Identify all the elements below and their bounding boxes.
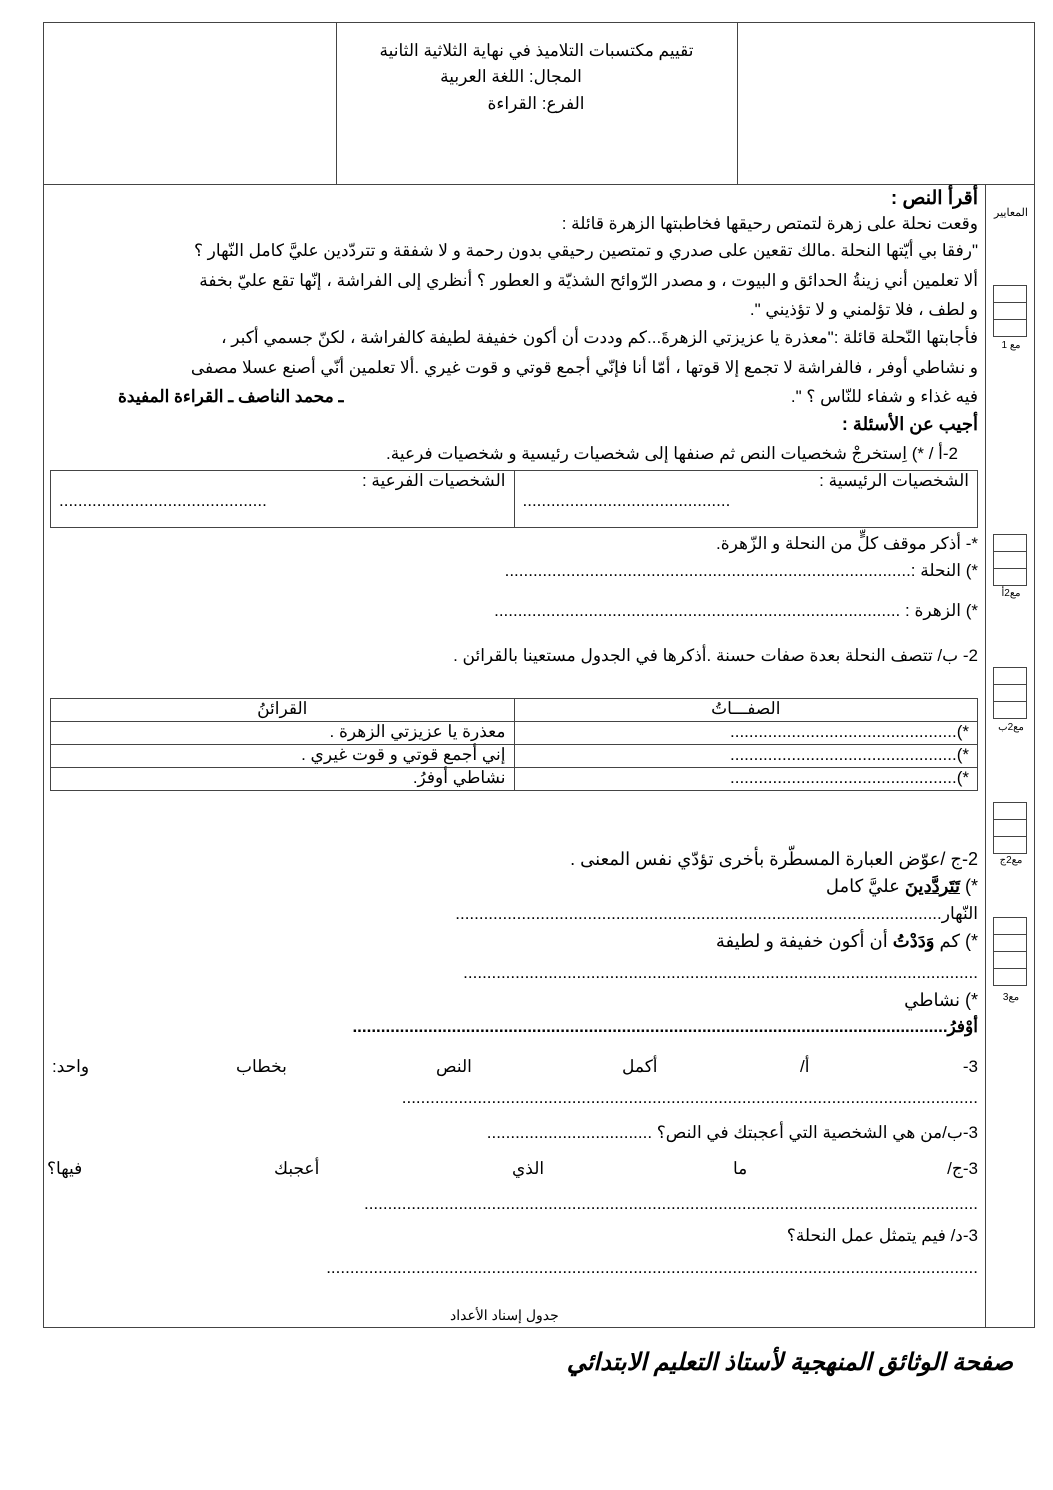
clue: معذرة يا عزيزتي الزهرة . xyxy=(51,722,515,745)
text-line: فيه غذاء و شفاء للنّاس ؟ ". xyxy=(790,387,978,406)
divider xyxy=(43,184,1035,185)
answer-line[interactable]: .................................................................................................................................. xyxy=(363,1194,978,1213)
text-line: و لطف ، فلا تؤلمني و لا تؤذيني ". xyxy=(749,300,978,319)
q3a-word: بخطاب xyxy=(236,1057,287,1076)
traits-table xyxy=(50,698,978,791)
questions-heading: أجيب عن الأسئلة : xyxy=(841,414,978,434)
main-characters-label: الشخصيات الرئيسية : xyxy=(819,471,969,490)
clues-header: القرائنُ xyxy=(51,699,515,722)
traits-header: الصفـــاتُ xyxy=(514,699,978,722)
answer-line[interactable]: ............................................................................................................. xyxy=(463,963,978,982)
question-2a-stance: *- أذكر موقف كلٍّ من النحلة و الزّهرة. xyxy=(716,534,978,553)
q3a-word: النص xyxy=(436,1057,472,1076)
criteria-label: مع2ج xyxy=(999,855,1023,866)
text-line: ألا تعلمين أني زينةُ الحدائق و البيوت ، و مصدر الرّوائح الشذيّة و العطور ؟ أنظري إلى الفراشة ، إنّها تقع عليّ بخفة xyxy=(199,271,978,290)
bullet: *) كم xyxy=(939,931,978,951)
criteria-heading: المعايير xyxy=(994,207,1028,219)
criteria-label: مع2أ xyxy=(1001,588,1021,599)
text-line: و نشاطي أوفر ، فالفراشة لا تجمع إلا قوتها ، أمّا أنا فإنّي أجمع قوتي و قوت غيري .ألا تعلمين أنّي أصنع عسلا مصفى xyxy=(190,358,978,377)
q3c-num: 3-ج/ xyxy=(947,1159,978,1178)
text-source: ـ محمد الناصف ـ القراءة المفيدة xyxy=(118,387,344,406)
divider xyxy=(985,184,986,1328)
trait-blank[interactable]: *)................................................ xyxy=(514,745,978,768)
q3a-word: أكمل xyxy=(622,1057,658,1076)
q3c-word: فيها؟ xyxy=(47,1159,83,1178)
score-box xyxy=(993,917,1027,986)
q3a-word: واحد: xyxy=(52,1057,90,1076)
score-box xyxy=(993,534,1027,586)
item-2c-2 xyxy=(716,930,978,952)
criteria-label: مع3 xyxy=(1002,992,1020,1003)
bullet: *) xyxy=(965,876,978,896)
q3c-word: الذي xyxy=(512,1159,545,1178)
bee-answer[interactable]: *) النحلة :...................................................................................... xyxy=(504,561,978,580)
item-2c-3: *) نشاطي xyxy=(904,990,978,1010)
answer-line[interactable]: .......................................................................................................................... xyxy=(401,1088,978,1107)
question-3d: 3-د/ فيم يتمثل عمل النحلة؟ xyxy=(786,1226,978,1245)
answer-blank[interactable]: ............................................ xyxy=(522,491,731,510)
read-heading: أقرأ النص : xyxy=(890,188,978,209)
clue: نشاطي أوفرُ. xyxy=(51,768,515,791)
answer-line[interactable]: .......................................................................................................................................... xyxy=(326,1258,978,1277)
criteria-label: مع 1 xyxy=(1001,340,1021,351)
question-2b: 2- ب/ تتصف النحلة بعدة صفات حسنة .أذكرها في الجدول مستعينا بالقرائن . xyxy=(453,646,978,665)
clue: إني أجمع قوتي و قوت غيري . xyxy=(51,745,515,768)
grading-table-note: جدول إسناد الأعداد xyxy=(450,1307,559,1323)
q3a-word: أ/ xyxy=(800,1057,810,1076)
question-2a: 2-أ / *) اِستخرجْ شخصيات النص ثم صنفها إلى شخصيات رئيسية و شخصيات فرعية. xyxy=(386,444,958,463)
answer-line[interactable]: أوْفرُ.............................................................................................................................. xyxy=(352,1017,978,1036)
sub-characters-label: الشخصيات الفرعية : xyxy=(361,471,506,490)
underlined-phrase: تَتَردَّدينَ xyxy=(904,876,960,896)
criteria-label: مع2ب xyxy=(998,722,1024,733)
phrase-rest: عليَّ كامل xyxy=(825,876,900,896)
score-box xyxy=(993,667,1027,719)
exam-title: تقييم مكتسبات التلاميذ في نهاية الثلاثية الثانية xyxy=(379,41,694,60)
characters-table xyxy=(50,470,978,528)
trait-blank[interactable]: *)................................................ xyxy=(514,722,978,745)
question-2c: 2-ج /عوّض العبارة المسطّرة بأخرى تؤدّي نفس المعنى . xyxy=(570,849,978,869)
score-box xyxy=(993,802,1027,854)
text-line: وقعت نحلة على زهرة لتمتص رحيقها فخاطبتها الزهرة قائلة : xyxy=(561,214,978,233)
item-2c-1 xyxy=(826,875,978,897)
flower-answer[interactable]: *) الزهرة : ...................................................................................... xyxy=(494,601,978,620)
q3a-num: 3- xyxy=(962,1057,978,1076)
text-line: "رفقا بي أيّتها النحلة .مالك تقعين على صدري و تمتصين رحيقي بدون رحمة و لا شفقة و تتردّدين عليَّ كامل النّهار ؟ xyxy=(193,241,978,260)
underlined-phrase: وَدَدْتُ xyxy=(892,931,935,951)
answer-line[interactable]: النّهار....................................................................................................... xyxy=(455,904,978,923)
score-box xyxy=(993,285,1027,337)
q3c-word: ما xyxy=(733,1159,748,1178)
phrase-rest: أن أكون خفيفة و لطيفة xyxy=(715,931,888,951)
branch: الفرع: القراءة xyxy=(487,94,585,113)
trait-blank[interactable]: *)................................................ xyxy=(514,768,978,791)
answer-blank[interactable]: ............................................ xyxy=(59,491,267,510)
footer-caption: صفحة الوثائق المنهجية لأستاذ التعليم الابتدائي xyxy=(566,1349,1013,1376)
question-3b: 3-ب/من هي الشخصية التي أعجبتك في النص؟ ................................... xyxy=(486,1123,978,1142)
domain: المجال: اللغة العربية xyxy=(440,67,582,86)
q3c-word: أعجبك xyxy=(274,1159,320,1178)
text-line: فأجابتها النّحلة قائلة :"معذرة يا عزيزتي الزهرةَ...كم وددت أن أكون خفيفة لطيفة كالفراشة ، لكنّ جسمي أكبر ، xyxy=(221,328,978,347)
divider xyxy=(737,22,738,184)
